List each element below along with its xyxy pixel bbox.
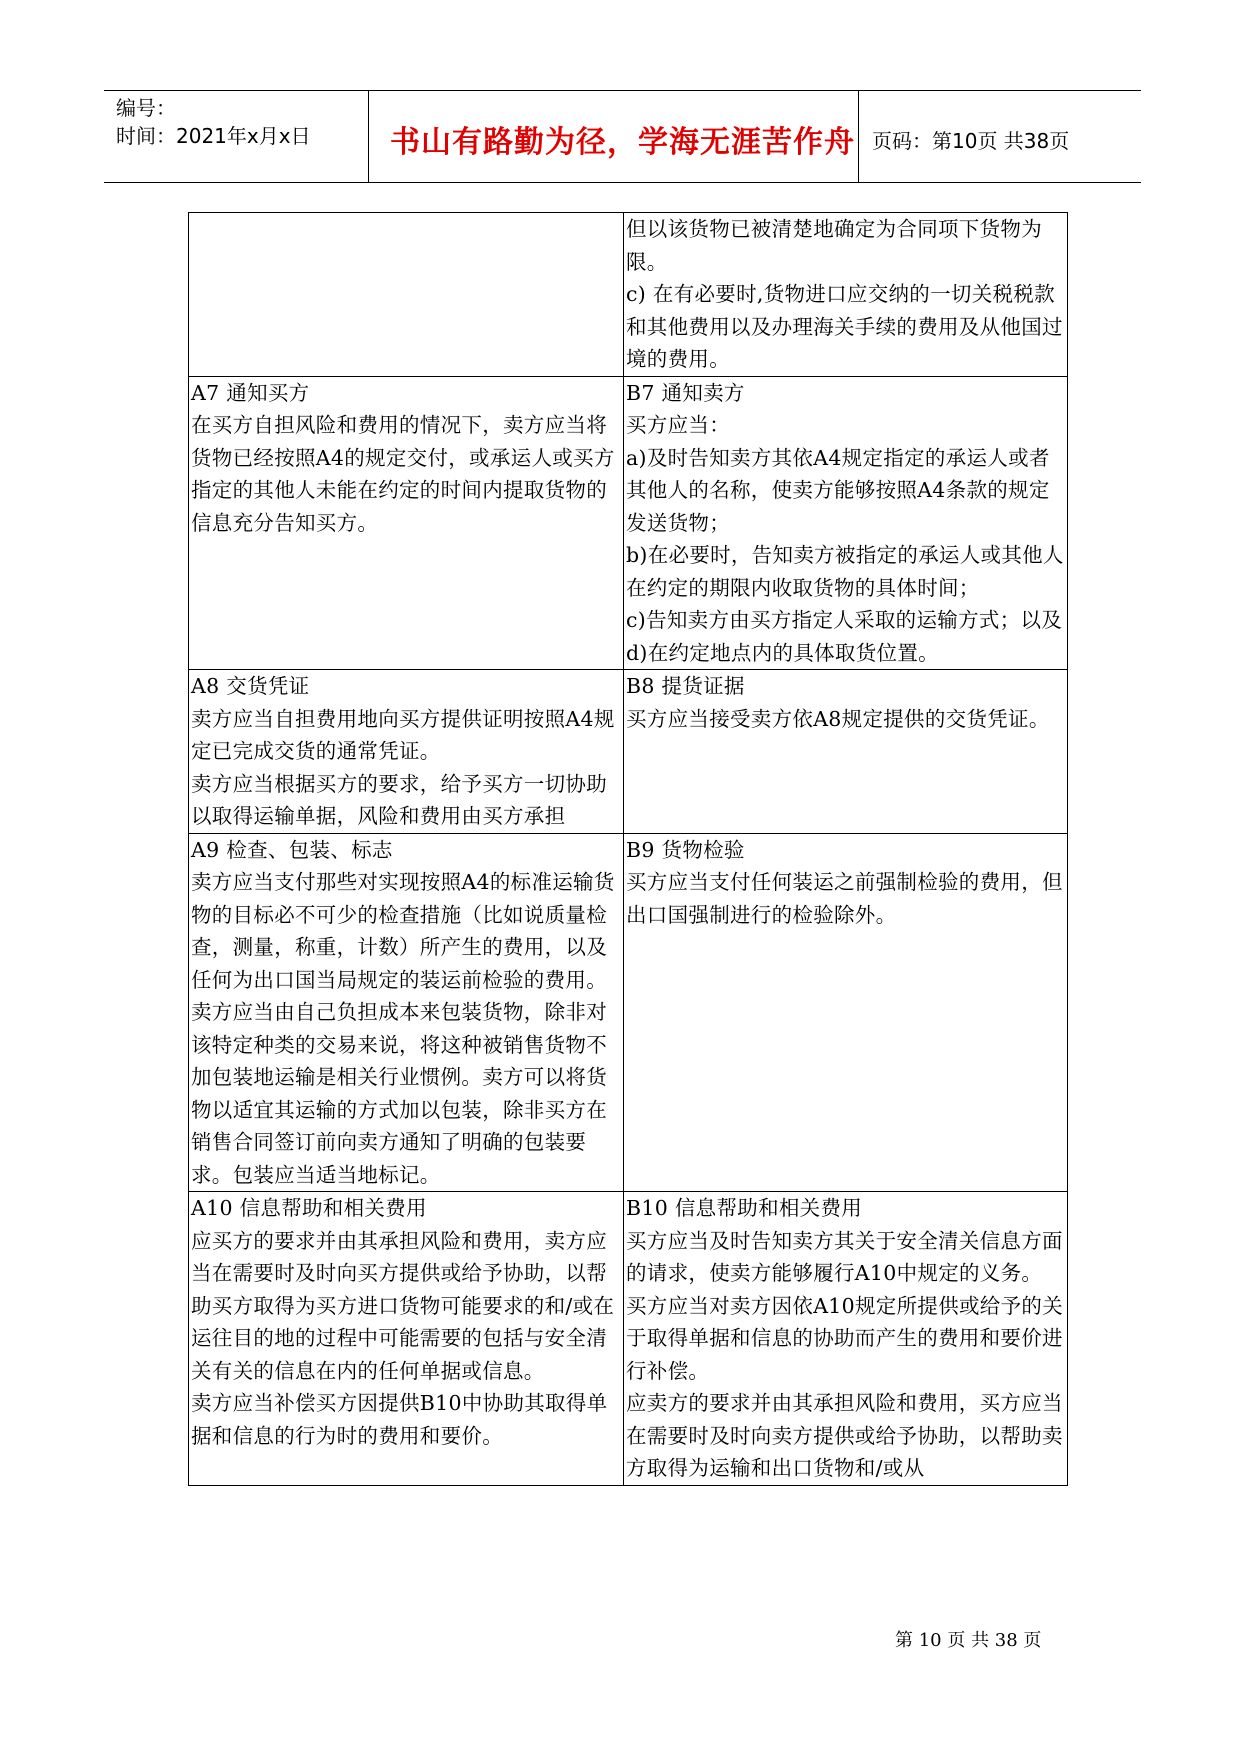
clause-paragraph: 卖方应当自担费用地向买方提供证明按照A4规定已完成交货的通常凭证。 bbox=[191, 706, 615, 763]
clause-paragraph: c)告知卖方由买方指定人采取的运输方式；以及 bbox=[626, 608, 1063, 632]
clause-heading: B10 信息帮助和相关费用 bbox=[626, 1196, 863, 1220]
clause-paragraph: 应卖方的要求并由其承担风险和费用，买方应当在需要时及时向卖方提供或给予协助，以帮助卖方取得为运输和出口货物和/或从 bbox=[626, 1391, 1063, 1480]
document-number-label: 编号： bbox=[116, 96, 176, 120]
table-row bbox=[189, 1192, 1068, 1486]
document-time-label: 时间：2021年x月x日 bbox=[116, 124, 311, 148]
clause-heading: B7 通知卖方 bbox=[626, 380, 745, 405]
header-bottom-rule bbox=[104, 182, 1141, 183]
clause-paragraph: b)在必要时，告知卖方被指定的承运人或其他人在约定的期限内收取货物的具体时间； bbox=[626, 543, 1064, 600]
seller-obligation-cell bbox=[189, 213, 624, 377]
seller-obligation-cell bbox=[189, 1192, 624, 1486]
table-row bbox=[189, 670, 1068, 834]
clause-paragraph: 买方应当支付任何装运之前强制检验的费用，但出口国强制进行的检验除外。 bbox=[626, 870, 1063, 927]
clause-paragraph: 卖方应当补偿买方因提供B10中协助其取得单据和信息的行为时的费用和要价。 bbox=[191, 1391, 608, 1448]
header-divider-left bbox=[368, 90, 369, 182]
clause-paragraph: 买方应当及时告知卖方其关于安全清关信息方面的请求，使卖方能够履行A10中规定的义务。 bbox=[626, 1228, 1063, 1285]
table-row bbox=[189, 376, 1068, 670]
header-page-code: 页码：第10页 共38页 bbox=[872, 129, 1070, 153]
clause-paragraph: 应买方的要求并由其承担风险和费用，卖方应当在需要时及时向买方提供或给予协助，以帮助买方取得为买方进口货物可能要求的和/或在运往目的地的过程中可能需要的包括与安全清关有关的信息在内的任何单据或信息。 bbox=[191, 1228, 615, 1383]
clause-paragraph: d)在约定地点内的具体取货位置。 bbox=[626, 640, 939, 665]
clause-paragraph: 买方应当对卖方因依A10规定所提供或给予的关于取得单据和信息的协助而产生的费用和要价进行补偿。 bbox=[626, 1293, 1063, 1383]
clause-table bbox=[188, 212, 1068, 1486]
clause-heading: A7 通知买方 bbox=[191, 380, 310, 405]
buyer-obligation-cell bbox=[624, 376, 1068, 670]
clause-paragraph: c) 在有必要时,货物进口应交纳的一切关税税款和其他费用以及办理海关手续的费用及从他国过境的费用。 bbox=[626, 282, 1063, 371]
clause-paragraph: 卖方应当根据买方的要求，给予买方一切协助以取得运输单据，风险和费用由买方承担 bbox=[191, 771, 607, 828]
header-motto: 书山有路勤为径，学海无涯苦作舟 bbox=[390, 125, 855, 160]
clause-paragraph: 卖方应当由自己负担成本来包装货物，除非对该特定种类的交易来说，将这种被销售货物不加包装地运输是相关行业惯例。卖方可以将货物以适宜其运输的方式加以包装，除非买方在销售合同签订前向卖方通知了明确的包装要求。包装应当适当地标记。 bbox=[191, 1000, 607, 1187]
clause-heading: A10 信息帮助和相关费用 bbox=[191, 1196, 427, 1220]
clause-heading: B8 提货证据 bbox=[626, 674, 745, 698]
table-row bbox=[189, 833, 1068, 1192]
header-top-rule bbox=[104, 90, 1141, 91]
clause-paragraph: 买方应当接受卖方依A8规定提供的交货凭证。 bbox=[626, 706, 1050, 731]
seller-obligation-cell bbox=[189, 833, 624, 1192]
clause-paragraph: 买方应当： bbox=[626, 413, 730, 437]
header-divider-right bbox=[858, 90, 859, 182]
clause-heading: A9 检查、包装、标志 bbox=[191, 837, 393, 862]
clause-heading: A8 交货凭证 bbox=[191, 674, 310, 698]
seller-obligation-cell bbox=[189, 670, 624, 834]
seller-obligation-cell bbox=[189, 376, 624, 670]
buyer-obligation-cell bbox=[624, 213, 1068, 377]
clause-heading: B9 货物检验 bbox=[626, 837, 745, 862]
clause-paragraph: a)及时告知卖方其依A4规定指定的承运人或者其他人的名称，使卖方能够按照A4条款的规定发送货物； bbox=[626, 445, 1050, 535]
table-row bbox=[189, 213, 1068, 377]
buyer-obligation-cell bbox=[624, 670, 1068, 834]
clause-paragraph: 但以该货物已被清楚地确定为合同项下货物为限。 bbox=[626, 217, 1042, 274]
page-footer: 第 10 页 共 38 页 bbox=[895, 1630, 1042, 1651]
buyer-obligation-cell bbox=[624, 833, 1068, 1192]
clause-paragraph: 在买方自担风险和费用的情况下，卖方应当将货物已经按照A4的规定交付，或承运人或买方指定的其他人未能在约定的时间内提取货物的信息充分告知买方。 bbox=[191, 413, 615, 535]
clause-paragraph: 卖方应当支付那些对实现按照A4的标准运输货物的目标必不可少的检查措施（比如说质量检查，测量，称重，计数）所产生的费用，以及任何为出口国当局规定的装运前检验的费用。 bbox=[191, 870, 615, 992]
buyer-obligation-cell bbox=[624, 1192, 1068, 1486]
